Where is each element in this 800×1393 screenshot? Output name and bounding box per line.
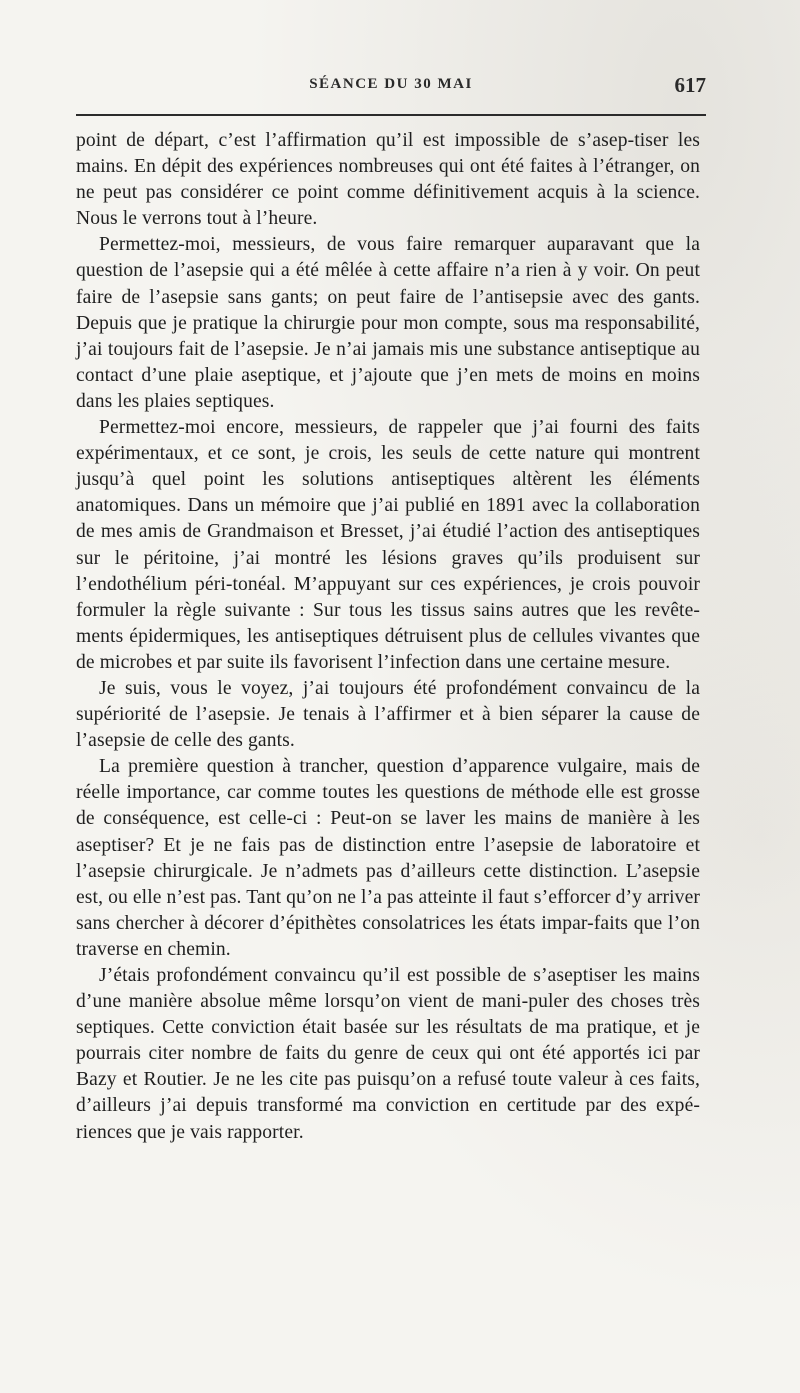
running-head — [76, 66, 706, 98]
paragraph: Permettez-moi encore, messieurs, de rappeler que j’ai fourni des faits expérimentaux, et ce sont, je crois, les seuls de cette nature qui montrent jusqu’à quel point les solutions antiseptiques altèrent les éléments anatomiques. Dans un mémoire que j’ai publié en 1891 avec la collaboration de mes amis de Grandmaison et Bresset, j’ai étudié l’action des antiseptiques sur le péritoine, j’ai montré les lésions graves qu’ils produisent sur l’endothélium péri-tonéal. M’appuyant sur ces expériences, je crois pouvoir formuler la règle suivante : Sur tous les tissus sains autres que les revête-ments épidermiques, les antiseptiques détruisent plus de cellules vivantes que de microbes et par suite ils favorisent l’infection dans une certaine mesure. — [76, 417, 700, 673]
paragraph: La première question à trancher, question d’apparence vulgaire, mais de réelle importance, car comme toutes les questions de méthode elle est grosse de conséquence, est celle-ci : Peut-on se laver les mains de manière à les aseptiser? Et je ne fais pas de distinction entre l’asepsie de laboratoire et l’asepsie chirurgicale. Je n’admets pas d’ailleurs cette distinction. L’asepsie est, ou elle n’est pas. Tant qu’on ne l’a pas atteinte il faut s’efforcer d’y arriver sans chercher à décorer d’épithètes consolatrices les états impar-faits que l’on traverse en chemin. — [76, 756, 700, 960]
header-rule — [76, 114, 706, 116]
paragraph: point de départ, c’est l’affirmation qu’il est impossible de s’asep-tiser les mains. En dépit des expériences nombreuses qui ont été faites à l’étranger, on ne peut pas considérer ce point comme définitivement acquis à la science. Nous le verrons tout à l’heure. — [76, 130, 700, 230]
paragraph: Permettez-moi, messieurs, de vous faire remarquer auparavant que la question de l’asepsie qui a été mêlée à cette affaire n’a rien à y voir. On peut faire de l’asepsie sans gants; on peut faire de l’antisepsie avec des gants. Depuis que je pratique la chirurgie pour mon compte, sous ma responsabilité, j’ai toujours fait de l’asepsie. Je n’ai jamais mis une substance antiseptique au contact d’une plaie aseptique, et j’ajoute que j’en mets de moins en moins dans les plaies septiques. — [76, 234, 700, 412]
running-title: SÉANCE DU 30 MAI — [309, 76, 473, 92]
body-text — [76, 128, 700, 1146]
page-number: 617 — [674, 73, 706, 97]
paragraph: J’étais profondément convaincu qu’il est possible de s’aseptiser les mains d’une manière absolue même lorsqu’on vient de mani-puler des choses très septiques. Cette conviction était basée sur les résultats de ma pratique, et je pourrais citer nombre de faits du genre de ceux qui ont été apportés ici par Bazy et Routier. Je ne les cite pas puisqu’on a refusé toute valeur à ces faits, d’ailleurs j’ai depuis transformé ma conviction en certitude par des expé-riences que je vais rapporter. — [76, 965, 700, 1143]
paragraph: Je suis, vous le voyez, j’ai toujours été profondément convaincu de la supériorité de l’asepsie. Je tenais à l’affirmer et à bien séparer la cause de l’asepsie de celle des gants. — [76, 677, 700, 752]
